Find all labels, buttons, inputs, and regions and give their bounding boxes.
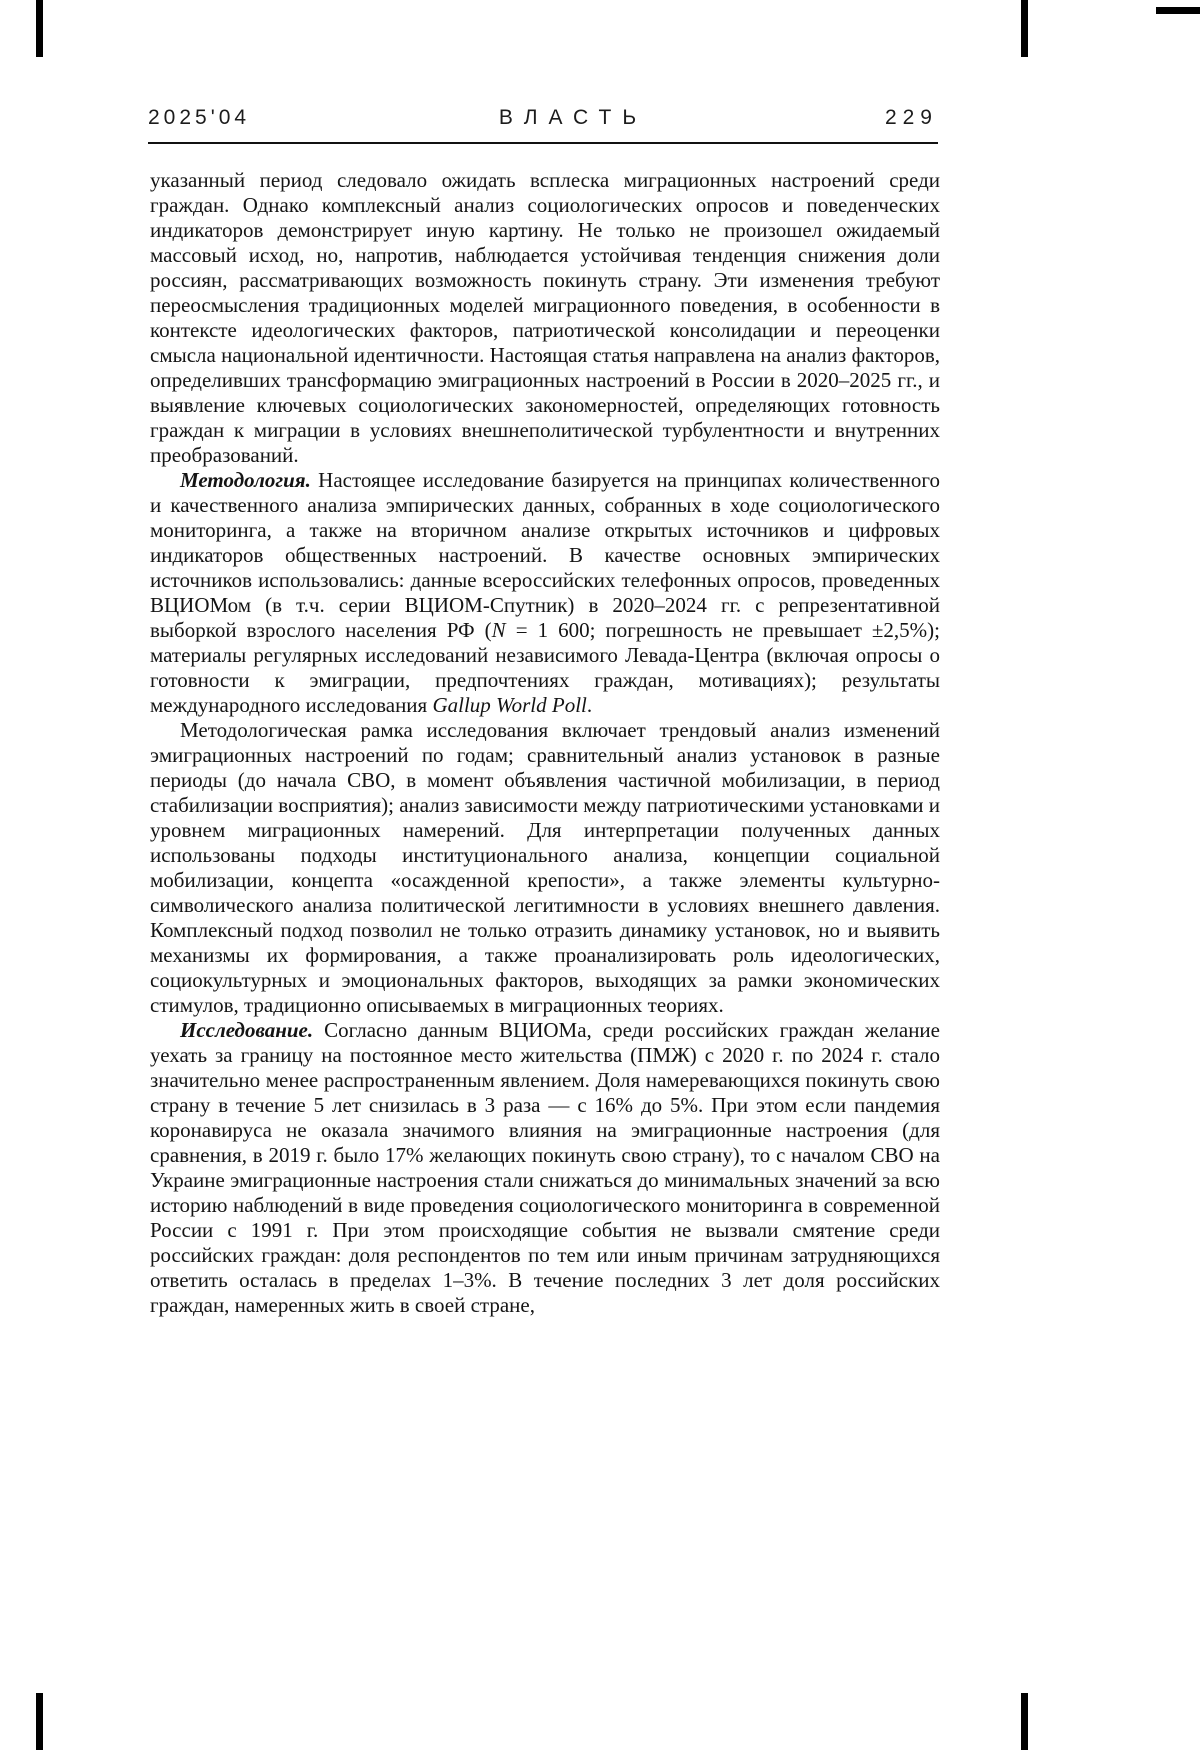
bold-italic-run: Исследование. [180, 1018, 314, 1042]
page-header [148, 106, 938, 130]
italic-run: N [491, 618, 506, 642]
paragraph [150, 468, 940, 718]
crop-mark-top-left [36, 0, 43, 57]
paragraph [150, 718, 940, 1018]
text-run: Согласно данным ВЦИОМа, среди российских граждан желание уехать за границу на постоянное место жительства (ПМЖ) с 2020 г. по 2024 г. стало значительно менее распространенным явлением. Доля намеревающихся покинуть свою страну в течение 5 лет снизилась в 3 раза — с 16% до 5%. При этом если пандемия коронавируса не оказала значимого влияния на эмиграционные настроения (для сравнения, в 2019 г. было 17% желающих покинуть свою страну), то с началом СВО на Украине эмиграционные настроения стали снижаться до минимальных значений за всю историю наблюдений в виде проведения социологического мониторинга в современной России с 1991 г. При этом происходящие события не вызвали смятение среди российских граждан: доля респондентов по тем или иным причинам затрудняющихся ответить осталась в пределах 1–3%. В течение последних 3 лет доля российских граждан, намеренных жить в своей стране, [150, 1018, 940, 1317]
crop-mark-top-right-horizontal [1156, 7, 1200, 14]
issue-label: 2025'04 [148, 106, 251, 129]
page-number: 229 [884, 106, 938, 129]
bold-italic-run: Методология. [180, 468, 311, 492]
crop-mark-top-right [1021, 0, 1028, 57]
crop-mark-bottom-left [36, 1693, 43, 1750]
text-run: указанный период следовало ожидать всплеска миграционных настроений среди граждан. Однако комплексный анализ социологических опросов и поведенческих индикаторов демонстрирует иную картину. Не только не произошел ожидаемый массовый исход, но, напротив, наблюдается устойчивая тенденция снижения доли россиян, рассматривающих возможность покинуть страну. Эти изменения требуют переосмысления традиционных моделей миграционного поведения, в особенности в контексте идеологических факторов, патриотической консолидации и переоценки смысла национальной идентичности. Настоящая статья направлена на анализ факторов, определивших трансформацию эмиграционных настроений в России в 2020–2025 гг., и выявление ключевых социологических закономерностей, определяющих готовность граждан к миграции в условиях внешнеполитической турбулентности и внутренних преобразований. [150, 168, 940, 467]
text-run: Настоящее исследование базируется на принципах количественного и качественного анализа эмпирических данных, собранных в ходе социологического мониторинга, а также на вторичном анализе открытых источников и цифровых индикаторов общественных настроений. В качестве основных эмпирических источников использовались: данные всероссийских телефонных опросов, проведенных ВЦИОМом (в т.ч. серии ВЦИОМ-Спутник) в 2020–2024 гг. с репрезентативной выборкой взрослого населения РФ ( [150, 468, 940, 642]
article-body [150, 168, 940, 1318]
crop-mark-bottom-right [1021, 1693, 1028, 1750]
text-run: = 1 600; погрешность не превышает ±2,5%); материалы регулярных исследований независимого Левада-Центра (включая опросы о готовности к эмиграции, предпочтениях граждан, мотивациях); результаты международного исследования [150, 618, 940, 717]
header-rule [148, 142, 938, 144]
italic-run: Gallup World Poll [432, 693, 587, 717]
text-run: . [586, 693, 593, 717]
paragraph [150, 1018, 940, 1318]
text-run: Методологическая рамка исследования включает трендовый анализ изменений эмиграционных настроений по годам; сравнительный анализ установок в разные периоды (до начала СВО, в момент объявления частичной мобилизации, в период стабилизации восприятия); анализ зависимости между патриотическими установками и уровнем миграционных намерений. Для интерпретации полученных данных использованы подходы институционального анализа, концепции социальной мобилизации, концепта «осажденной крепости», а также элементы культурно-символического анализа политической легитимности в условиях внешнего давления. Комплексный подход позволил не только отразить динамику установок, но и выявить механизмы их формирования, а также проанализировать роль идеологических, социокультурных и эмоциональных факторов, выходящих за рамки экономических стимулов, традиционно описываемых в миграционных теориях. [150, 718, 940, 1017]
paragraph [150, 168, 940, 468]
journal-title: ВЛАСТЬ [498, 106, 648, 129]
